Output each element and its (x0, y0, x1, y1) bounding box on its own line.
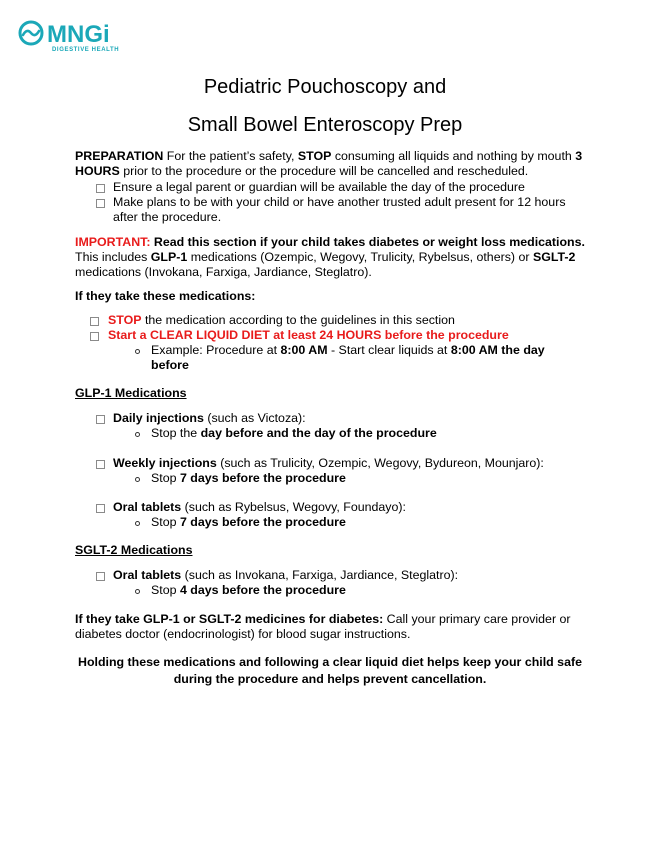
list-item: Oral tablets (such as Invokana, Farxiga, Jardiance, Steglatro): (75, 568, 585, 583)
checkbox-icon (96, 504, 105, 513)
circle-bullet-icon (135, 521, 140, 526)
list-item: Stop 7 days before the procedure (75, 515, 585, 530)
page-title-line2: Small Bowel Enteroscopy Prep (187, 114, 463, 136)
logo-subtitle: DIGESTIVE HEALTH (52, 47, 120, 53)
page-title-line1: Pediatric Pouchoscopy and (203, 76, 447, 98)
list-item: Stop 4 days before the procedure (75, 583, 585, 598)
sglt2-heading: SGLT-2 Medications (75, 543, 193, 557)
list-item: Ensure a legal parent or guardian will be available the day of the procedure (75, 180, 585, 195)
list-item: Example: Procedure at 8:00 AM - Start clear liquids at 8:00 AM the day before (75, 343, 585, 373)
mngi-logo-icon (17, 18, 147, 48)
checkbox-icon (90, 332, 99, 341)
checkbox-icon (96, 415, 105, 424)
list-item: Oral tablets (such as Rybelsus, Wegovy, Foundayo): (75, 500, 585, 515)
circle-bullet-icon (135, 432, 140, 437)
prep-hours: 3 HOURS (75, 149, 583, 178)
list-item: Daily injections (such as Victoza): (75, 411, 585, 426)
important-paragraph: IMPORTANT: Read this section if your child takes diabetes or weight loss medications. This includes GLP-1 medications (Ozempic, Wegovy, Trulicity, Rybelsus, others) or SGLT-2 medications (Invokana, Farxiga, Jardiance, Steglatro). (75, 235, 585, 279)
checkbox-icon (96, 184, 105, 193)
circle-bullet-icon (135, 477, 140, 482)
preparation-paragraph: PREPARATION For the patient’s safety, STOP consuming all liquids and nothing by mouth 3 HOURS prior to the procedure or the procedure will be cancelled and rescheduled. (75, 149, 583, 178)
circle-bullet-icon (135, 589, 140, 594)
list-item: Stop the day before and the day of the procedure (75, 426, 585, 441)
list-item: STOP the medication according to the guidelines in this section (75, 313, 585, 328)
list-item: Weekly injections (such as Trulicity, Ozempic, Wegovy, Bydureon, Mounjaro): (75, 456, 585, 471)
checkbox-icon (96, 572, 105, 581)
checkbox-icon (90, 317, 99, 326)
list-item: Make plans to be with your child or have another trusted adult present for 12 hours after the procedure. (75, 195, 585, 225)
document-body (75, 149, 585, 688)
circle-bullet-icon (135, 349, 140, 354)
mngi-logo (17, 18, 147, 60)
glp1-heading: GLP-1 Medications (75, 386, 187, 400)
if-take-heading: If they take these medications: (75, 289, 256, 303)
logo-brand: MNGi (47, 21, 110, 48)
checkbox-icon (96, 199, 105, 208)
list-item: Stop 7 days before the procedure (75, 471, 585, 486)
list-item: Start a CLEAR LIQUID DIET at least 24 HOURS before the procedure (75, 328, 585, 343)
diabetes-paragraph: If they take GLP-1 or SGLT-2 medicines for diabetes: Call your primary care provider or diabetes doctor (endocrinologist) for blood sugar instructions. (75, 612, 571, 641)
prep-stop: STOP (297, 149, 332, 163)
prep-label: PREPARATION (75, 149, 164, 163)
important-label: IMPORTANT: (75, 235, 151, 249)
checkbox-icon (96, 460, 105, 469)
closing-statement: Holding these medications and following a clear liquid diet helps keep your child safe during the procedure and helps prevent cancellation. (78, 655, 582, 686)
